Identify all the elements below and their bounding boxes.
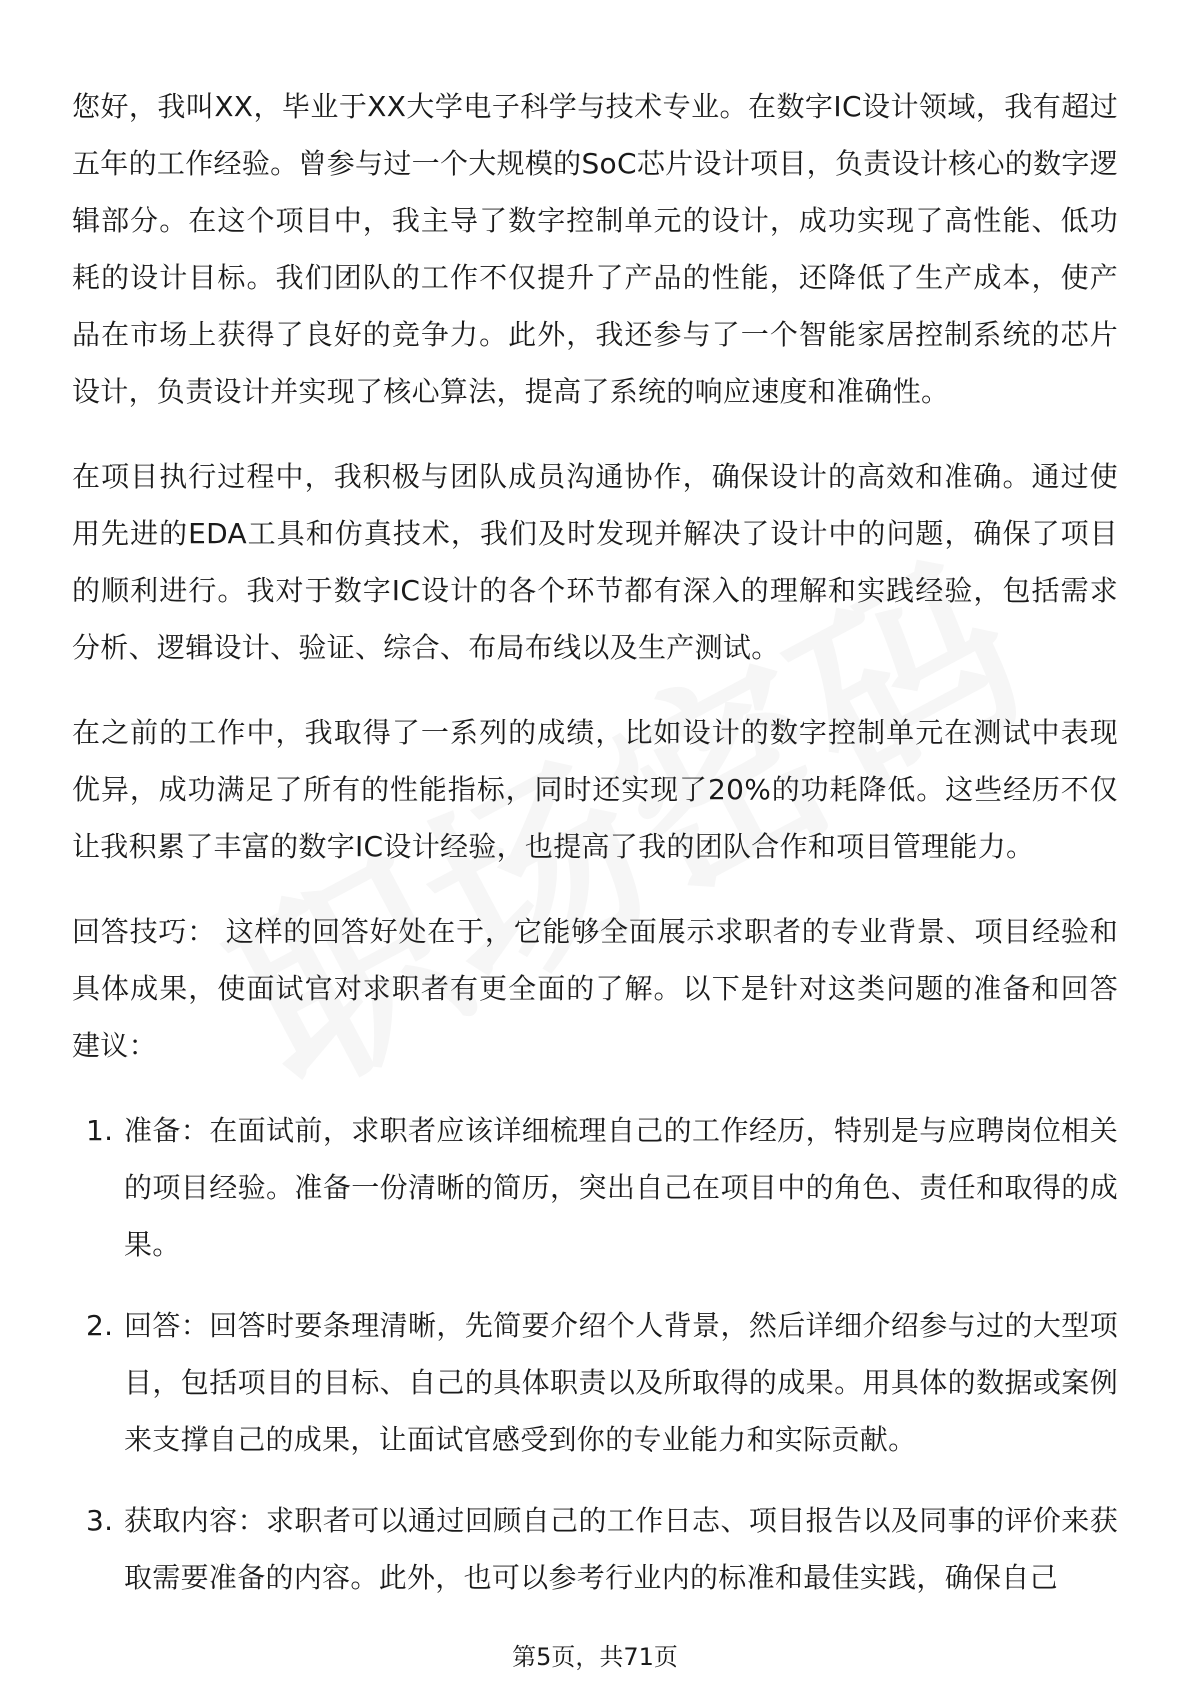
list-item (72, 1102, 1118, 1273)
list-item-text: 获取内容：求职者可以通过回顾自己的工作日志、项目报告以及同事的评价来获取需要准备的内容。此外，也可以参考行业内的标准和最佳实践，确保自己 (124, 1504, 1118, 1594)
list-item (72, 1492, 1118, 1606)
paragraph-intro: 您好，我叫XX，毕业于XX大学电子科学与技术专业。在数字IC设计领域，我有超过五年的工作经验。曾参与过一个大规模的SoC芯片设计项目，负责设计核心的数字逻辑部分。在这个项目中，我主导了数字控制单元的设计，成功实现了高性能、低功耗的设计目标。我们团队的工作不仅提升了产品的性能，还降低了生产成本，使产品在市场上获得了良好的竞争力。此外，我还参与了一个智能家居控制系统的芯片设计，负责设计并实现了核心算法，提高了系统的响应速度和准确性。 (72, 90, 1118, 408)
list-item-text: 回答：回答时要条理清晰，先简要介绍个人背景，然后详细介绍参与过的大型项目，包括项目的目标、自己的具体职责以及所取得的成果。用具体的数据或案例来支撑自己的成果，让面试官感受到你的专业能力和实际贡献。 (124, 1309, 1118, 1456)
list-number: 3. (86, 1504, 114, 1537)
advice-list (72, 1102, 1118, 1606)
paragraph-process: 在项目执行过程中，我积极与团队成员沟通协作，确保设计的高效和准确。通过使用先进的EDA工具和仿真技术，我们及时发现并解决了设计中的问题，确保了项目的顺利进行。我对于数字IC设计的各个环节都有深入的理解和实践经验，包括需求分析、逻辑设计、验证、综合、布局布线以及生产测试。 (72, 460, 1118, 664)
paragraph-tips: 回答技巧： 这样的回答好处在于，它能够全面展示求职者的专业背景、项目经验和具体成果，使面试官对求职者有更全面的了解。以下是针对这类问题的准备和回答建议： (72, 915, 1118, 1062)
list-item-text: 准备：在面试前，求职者应该详细梳理自己的工作经历，特别是与应聘岗位相关的项目经验。准备一份清晰的简历，突出自己在项目中的角色、责任和取得的成果。 (124, 1114, 1118, 1261)
list-item (72, 1297, 1118, 1468)
page-footer: 第5页，共71页 (512, 1643, 678, 1671)
document-content (72, 78, 1118, 1630)
paragraph-achievements: 在之前的工作中，我取得了一系列的成绩，比如设计的数字控制单元在测试中表现优异，成功满足了所有的性能指标，同时还实现了20%的功耗降低。这些经历不仅让我积累了丰富的数字IC设计经验，也提高了我的团队合作和项目管理能力。 (72, 716, 1118, 863)
list-number: 2. (86, 1309, 114, 1342)
list-number: 1. (86, 1114, 114, 1147)
